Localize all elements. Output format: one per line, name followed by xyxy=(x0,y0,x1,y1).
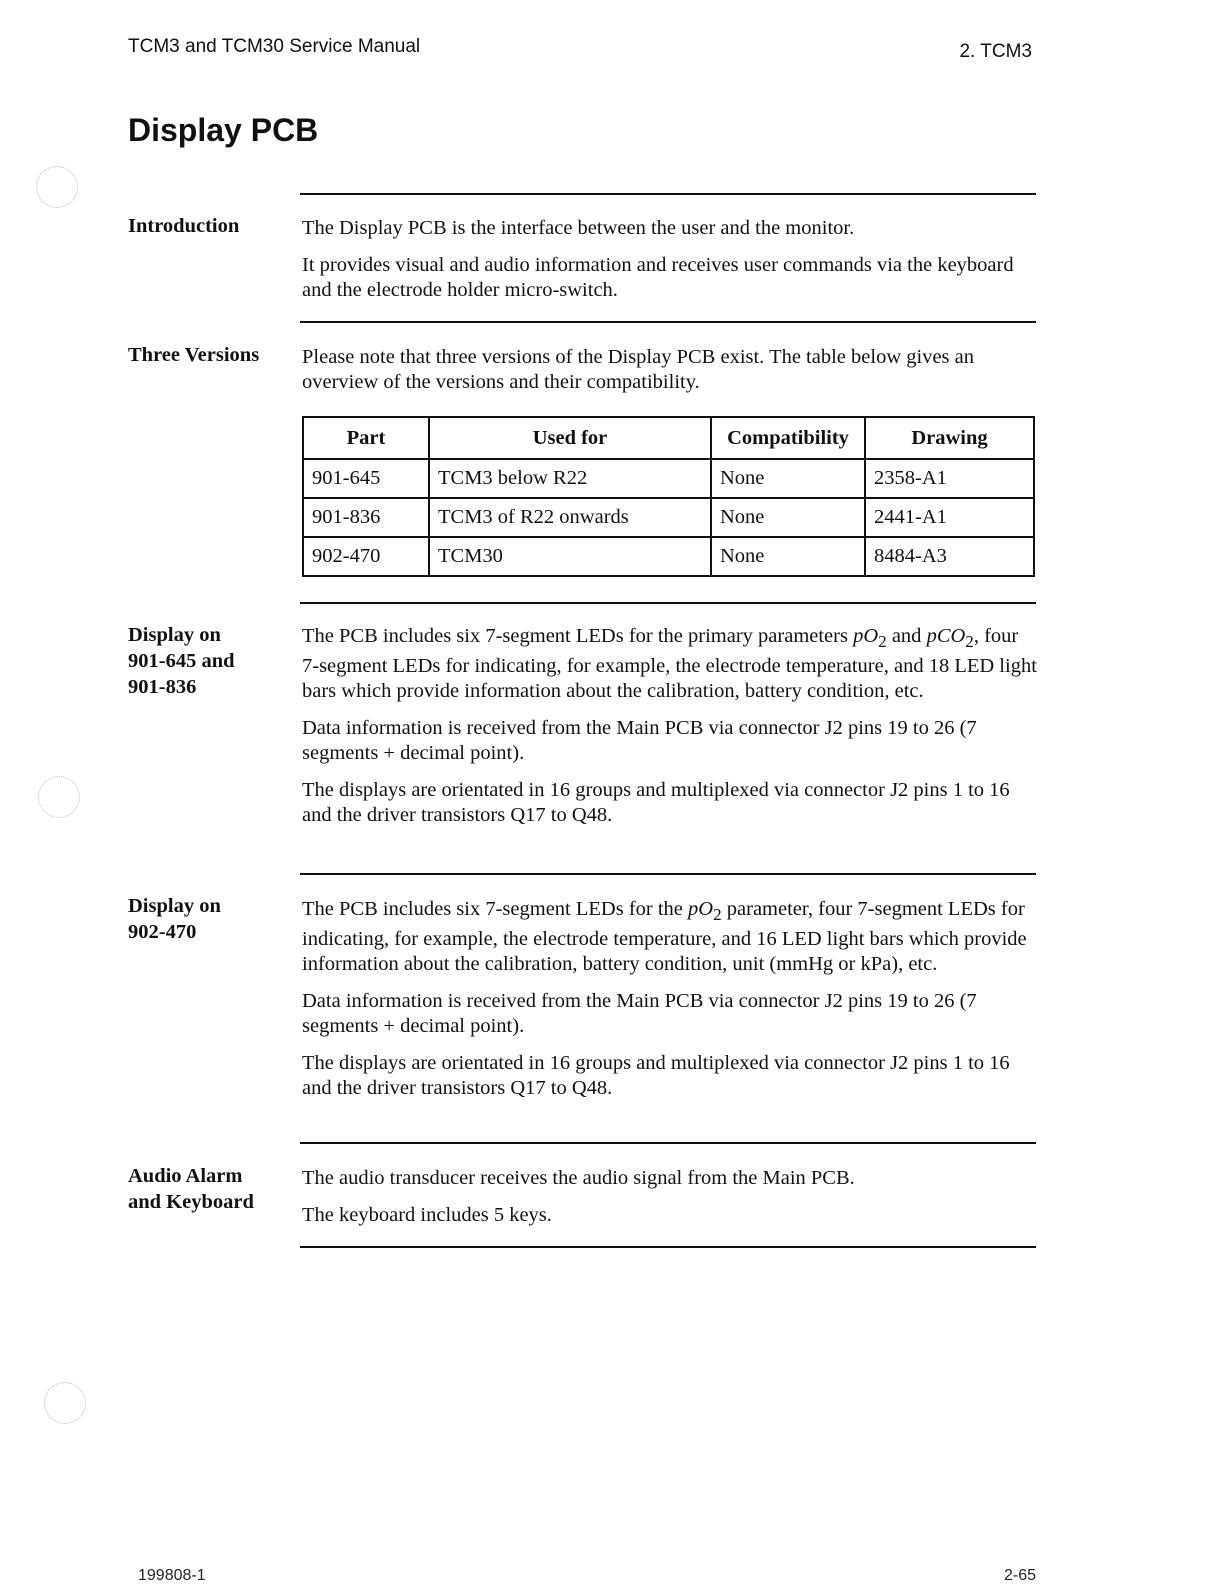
cell-part: 902-470 xyxy=(303,537,429,576)
paragraph: Data information is received from the Main PCB via connector J2 pins 19 to 26 (7 segments + decimal point). xyxy=(302,717,977,765)
table-row xyxy=(303,537,1034,576)
column-header-part: Part xyxy=(303,417,429,459)
column-header-used-for: Used for xyxy=(429,417,711,459)
cell-used-for: TCM3 of R22 onwards xyxy=(429,498,711,537)
section-divider xyxy=(300,193,1036,195)
side-heading-line: 902-470 xyxy=(128,921,197,943)
cell-compatibility: None xyxy=(711,498,865,537)
footer-doc-number: 199808-1 xyxy=(138,1567,206,1584)
cell-compatibility: None xyxy=(711,537,865,576)
versions-table xyxy=(302,416,1035,577)
side-heading-introduction: Introduction xyxy=(128,215,240,237)
cell-part: 901-645 xyxy=(303,459,429,498)
display-901-body xyxy=(302,624,1037,840)
column-header-compatibility: Compatibility xyxy=(711,417,865,459)
audio-body xyxy=(302,1166,1037,1240)
table-row xyxy=(303,459,1034,498)
table-header-row xyxy=(303,417,1034,459)
side-heading-display-902 xyxy=(128,893,296,945)
cell-drawing: 8484-A3 xyxy=(865,537,1034,576)
cell-used-for: TCM30 xyxy=(429,537,711,576)
cell-drawing: 2358-A1 xyxy=(865,459,1034,498)
paragraph: The Display PCB is the interface between the user and the monitor. xyxy=(302,217,855,239)
paragraph: It provides visual and audio information and receives user commands via the keyboard and the electrode holder micro-switch. xyxy=(302,254,1014,301)
side-heading-versions: Three Versions xyxy=(128,344,260,366)
paragraph: The displays are orientated in 16 groups and multiplexed via connector J2 pins 1 to 16 and the driver transistors Q17 to Q48. xyxy=(302,1052,1010,1100)
page-title: Display PCB xyxy=(128,112,319,148)
cell-drawing: 2441-A1 xyxy=(865,498,1034,537)
punch-hole-mark xyxy=(36,166,78,208)
introduction-body xyxy=(302,216,1037,315)
footer-page-number: 2-65 xyxy=(1003,1567,1036,1584)
punch-hole-mark xyxy=(44,1382,86,1424)
paragraph: The PCB includes six 7-segment LEDs for the primary parameters $pO_2$ and pCO$_2$, four 7-segment LEDs for indicating, for example, the electrode temperature, and 18 LED light bars which provide information about the calibration, battery condition, etc. xyxy=(302,625,1037,703)
section-divider xyxy=(300,1246,1036,1248)
side-heading-audio xyxy=(128,1163,296,1215)
section-divider xyxy=(300,321,1036,323)
side-heading-line: 901-645 and xyxy=(128,650,235,672)
side-heading-line: Audio Alarm xyxy=(128,1165,243,1187)
side-heading-line: and Keyboard xyxy=(128,1191,254,1213)
section-divider xyxy=(300,1142,1036,1144)
paragraph: The PCB includes six 7-segment LEDs for the $pO_2$ parameter, four 7-segment LEDs for indicating, for example, the electrode temperature, and 16 LED light bars which provide information about the calibration, battery condition, unit (mmHg or kPa), etc. xyxy=(302,898,1027,976)
cell-part: 901-836 xyxy=(303,498,429,537)
paragraph: The displays are orientated in 16 groups and multiplexed via connector J2 pins 1 to 16 and the driver transistors Q17 to Q48. xyxy=(302,779,1010,827)
table-row xyxy=(303,498,1034,537)
versions-body xyxy=(302,345,1037,407)
punch-hole-mark xyxy=(38,776,80,818)
column-header-drawing: Drawing xyxy=(865,417,1034,459)
side-heading-display-901 xyxy=(128,622,296,700)
side-heading-line: Display on xyxy=(128,624,221,646)
paragraph: Data information is received from the Main PCB via connector J2 pins 19 to 26 (7 segments + decimal point). xyxy=(302,990,977,1038)
paragraph: Please note that three versions of the Display PCB exist. The table below gives an overview of the versions and their compatibility. xyxy=(302,346,974,393)
running-header-title: TCM3 and TCM30 Service Manual xyxy=(128,36,421,57)
display-902-body xyxy=(302,897,1037,1113)
paragraph: The keyboard includes 5 keys. xyxy=(302,1204,552,1226)
side-heading-line: Display on xyxy=(128,895,221,917)
running-header-chapter: 2. TCM3 xyxy=(959,41,1032,62)
cell-compatibility: None xyxy=(711,459,865,498)
section-divider xyxy=(300,602,1036,604)
paragraph: The audio transducer receives the audio signal from the Main PCB. xyxy=(302,1167,855,1189)
cell-used-for: TCM3 below R22 xyxy=(429,459,711,498)
section-divider xyxy=(300,873,1036,875)
side-heading-line: 901-836 xyxy=(128,676,197,698)
